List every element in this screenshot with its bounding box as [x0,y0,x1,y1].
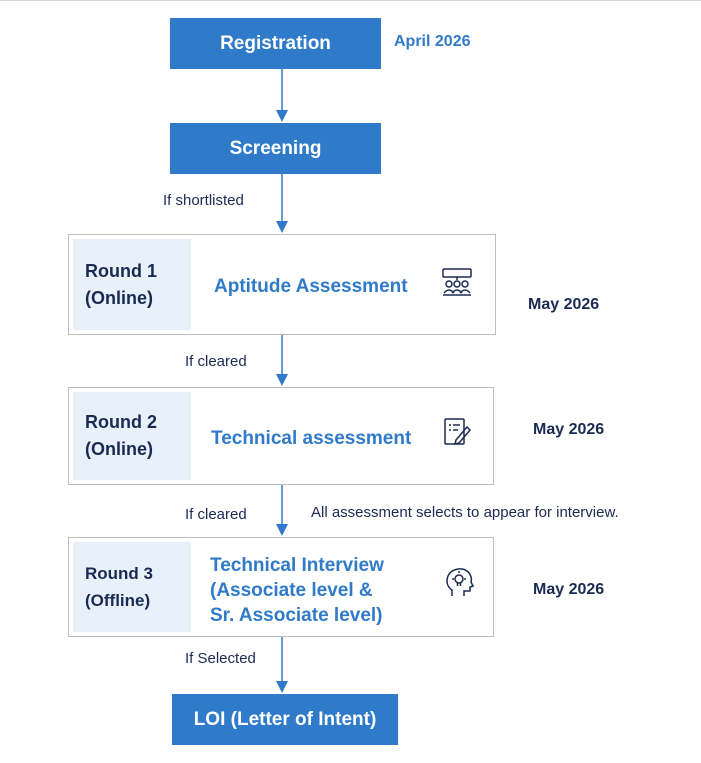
interview-note: All assessment selects to appear for interview. [311,504,619,521]
head-lightbulb-icon [443,565,475,604]
loi-label: LOI (Letter of Intent) [193,708,377,730]
round-1-condition: If cleared [185,353,247,370]
round-3-label: Round 3 (Offline) [73,542,191,632]
round-2-condition: If cleared [185,506,247,523]
round-2-label: Round 2 (Online) [73,392,191,480]
screening-label: Screening [229,137,322,159]
round-3-condition: If Selected [185,650,256,667]
document-edit-icon [442,416,472,453]
round-1-date: May 2026 [528,296,600,313]
screening-box [170,123,381,174]
round-1-title: Aptitude Assessment [214,276,408,297]
loi-box [172,694,398,745]
round-2-title: Technical assessment [211,428,412,449]
registration-date: April 2026 [394,33,471,50]
round-3-title: Technical Interview (Associate level & Sr. Associate level) [210,555,384,626]
registration-label: Registration [220,32,331,54]
round-2-date: May 2026 [533,421,605,438]
round-1-label: Round 1 (Online) [73,239,191,330]
round-3-date: May 2026 [533,581,605,598]
shortlisted-condition: If shortlisted [163,192,244,209]
round-3-box [68,537,494,637]
round-1-box [68,234,496,335]
presentation-audience-icon [440,267,474,306]
registration-box [170,18,381,69]
round-2-box [68,387,494,485]
